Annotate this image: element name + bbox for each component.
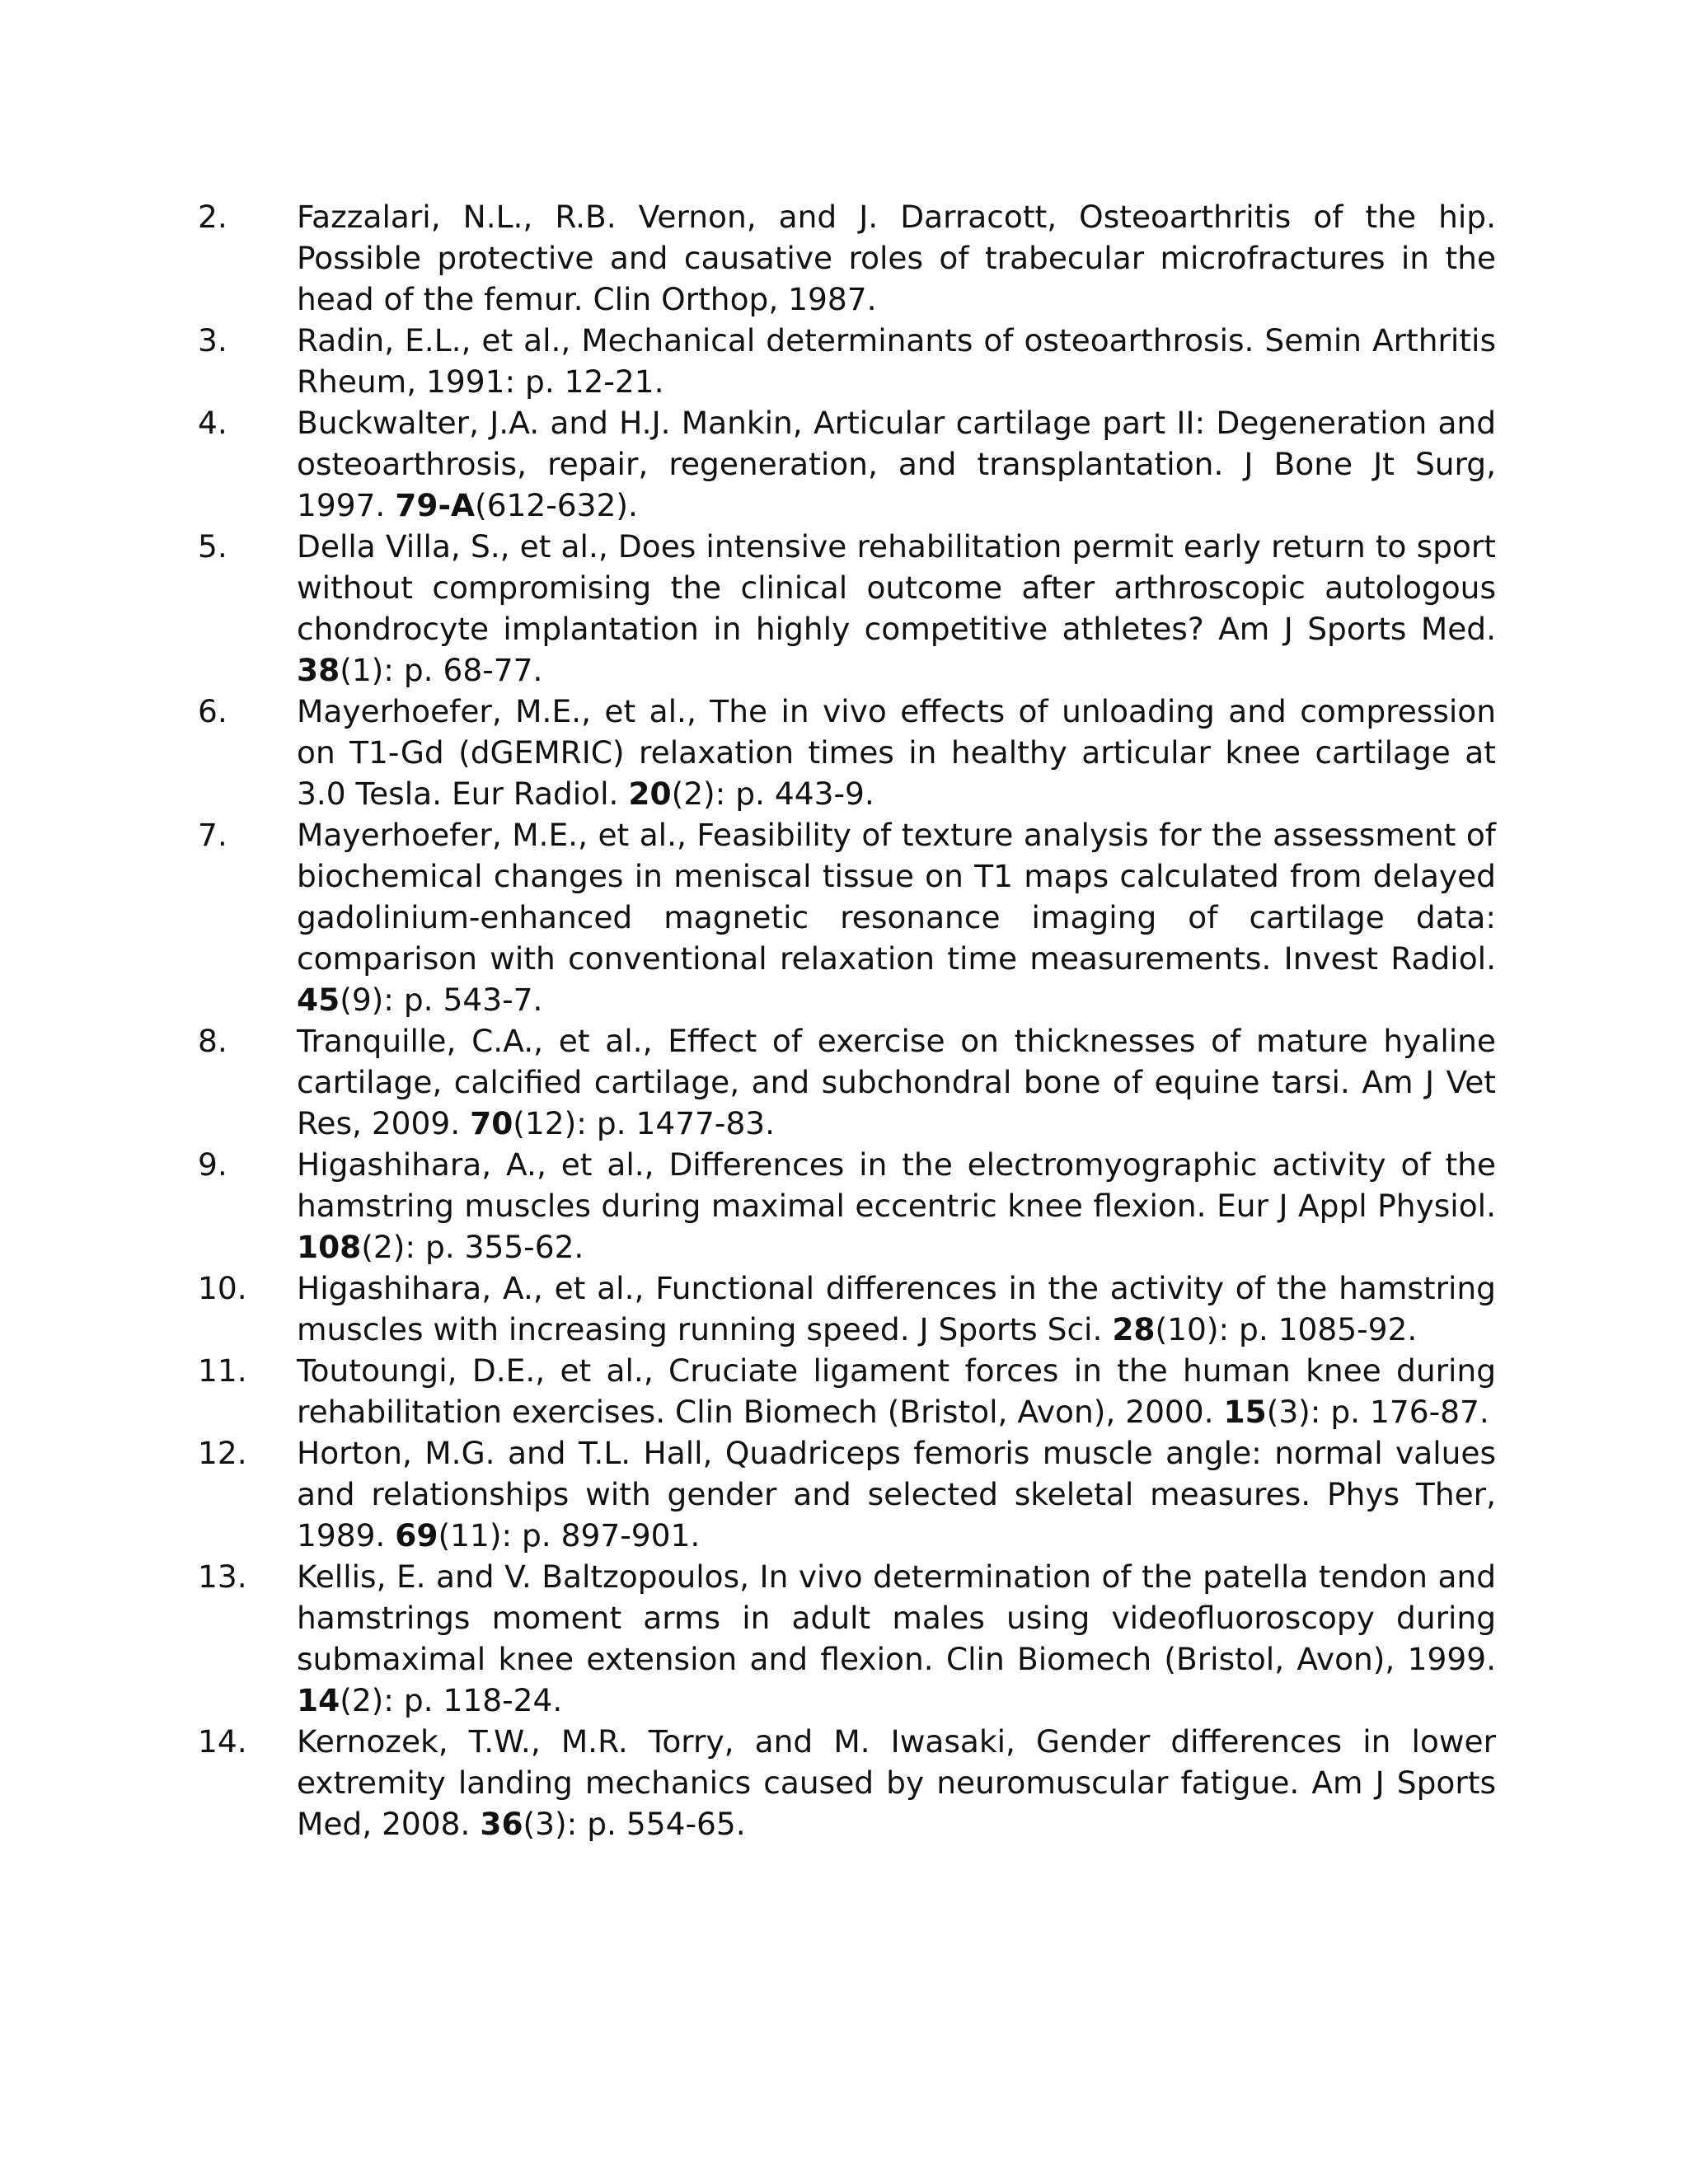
reference-item	[198, 1144, 1496, 1268]
reference-text: Horton, M.G. and T.L. Hall, Quadriceps femoris muscle angle: normal values and relationships with gender and selected skeletal measures. Phys Ther, 1989. 69(11): p. 897-901.	[297, 1435, 1496, 1554]
reference-text: Kernozek, T.W., M.R. Torry, and M. Iwasaki, Gender differences in lower extremity landing mechanics caused by neuromuscular fatigue. Am J Sports Med, 2008. 36(3): p. 554-65.	[297, 1723, 1496, 1842]
reference-text: Higashihara, A., et al., Differences in the electromyographic activity of the hamstring muscles during maximal eccentric knee flexion. Eur J Appl Physiol. 108(2): p. 355-62.	[297, 1146, 1496, 1265]
reference-list	[198, 196, 1496, 1844]
reference-number: 4.	[198, 405, 227, 441]
reference-item	[198, 1556, 1496, 1721]
reference-number: 3.	[198, 322, 227, 359]
reference-item	[198, 402, 1496, 526]
reference-number: 12.	[198, 1435, 247, 1471]
reference-item	[198, 196, 1496, 320]
reference-item	[198, 1350, 1496, 1432]
reference-text: Radin, E.L., et al., Mechanical determinants of osteoarthrosis. Semin Arthritis Rheum, 1991: p. 12-21.	[297, 322, 1496, 400]
reference-text: Higashihara, A., et al., Functional differences in the activity of the hamstring muscles with increasing running speed. J Sports Sci. 28(10): p. 1085-92.	[297, 1270, 1496, 1347]
reference-text: Mayerhoefer, M.E., et al., Feasibility of texture analysis for the assessment of biochemical changes in meniscal tissue on T1 maps calculated from delayed gadolinium-enhanced magnetic resonance imaging of cartilage data: comparison with conventional relaxation time measurements. Invest Radiol. 45(9): p. 543-7.	[297, 817, 1496, 1018]
reference-item	[198, 814, 1496, 1020]
reference-number: 8.	[198, 1023, 227, 1059]
reference-number: 13.	[198, 1558, 247, 1595]
reference-number: 14.	[198, 1723, 247, 1760]
reference-text: Della Villa, S., et al., Does intensive rehabilitation permit early return to sport without compromising the clinical outcome after arthroscopic autologous chondrocyte implantation in highly competitive athletes? Am J Sports Med. 38(1): p. 68-77.	[297, 528, 1496, 688]
reference-item	[198, 691, 1496, 814]
reference-item	[198, 1020, 1496, 1144]
reference-text: Tranquille, C.A., et al., Effect of exercise on thicknesses of mature hyaline cartilage, calcified cartilage, and subchondral bone of equine tarsi. Am J Vet Res, 2009. 70(12): p. 1477-83.	[297, 1023, 1496, 1141]
reference-number: 10.	[198, 1270, 247, 1306]
reference-number: 6.	[198, 693, 227, 729]
reference-text: Toutoungi, D.E., et al., Cruciate ligament forces in the human knee during rehabilitation exercises. Clin Biomech (Bristol, Avon), 2000. 15(3): p. 176-87.	[297, 1352, 1496, 1430]
reference-number: 5.	[198, 528, 227, 565]
reference-item	[198, 1432, 1496, 1556]
reference-text: Mayerhoefer, M.E., et al., The in vivo effects of unloading and compression on T1-Gd (dGEMRIC) relaxation times in healthy articular knee cartilage at 3.0 Tesla. Eur Radiol. 20(2): p. 443-9.	[297, 693, 1496, 812]
reference-text: Fazzalari, N.L., R.B. Vernon, and J. Darracott, Osteoarthritis of the hip. Possible protective and causative roles of trabecular microfractures in the head of the femur. Clin Orthop, 1987.	[297, 199, 1496, 317]
reference-text: Buckwalter, J.A. and H.J. Mankin, Articular cartilage part II: Degeneration and osteoarthrosis, repair, regeneration, and transplantation. J Bone Jt Surg, 1997. 79-A(612-632).	[297, 405, 1496, 523]
reference-item	[198, 526, 1496, 691]
reference-number: 7.	[198, 817, 227, 853]
reference-number: 9.	[198, 1146, 227, 1183]
reference-item	[198, 1268, 1496, 1350]
reference-item	[198, 320, 1496, 402]
reference-number: 2.	[198, 199, 227, 235]
reference-text: Kellis, E. and V. Baltzopoulos, In vivo determination of the patella tendon and hamstrings moment arms in adult males using videofluoroscopy during submaximal knee extension and flexion. Clin Biomech (Bristol, Avon), 1999. 14(2): p. 118-24.	[297, 1558, 1496, 1718]
reference-item	[198, 1721, 1496, 1844]
reference-number: 11.	[198, 1352, 247, 1389]
